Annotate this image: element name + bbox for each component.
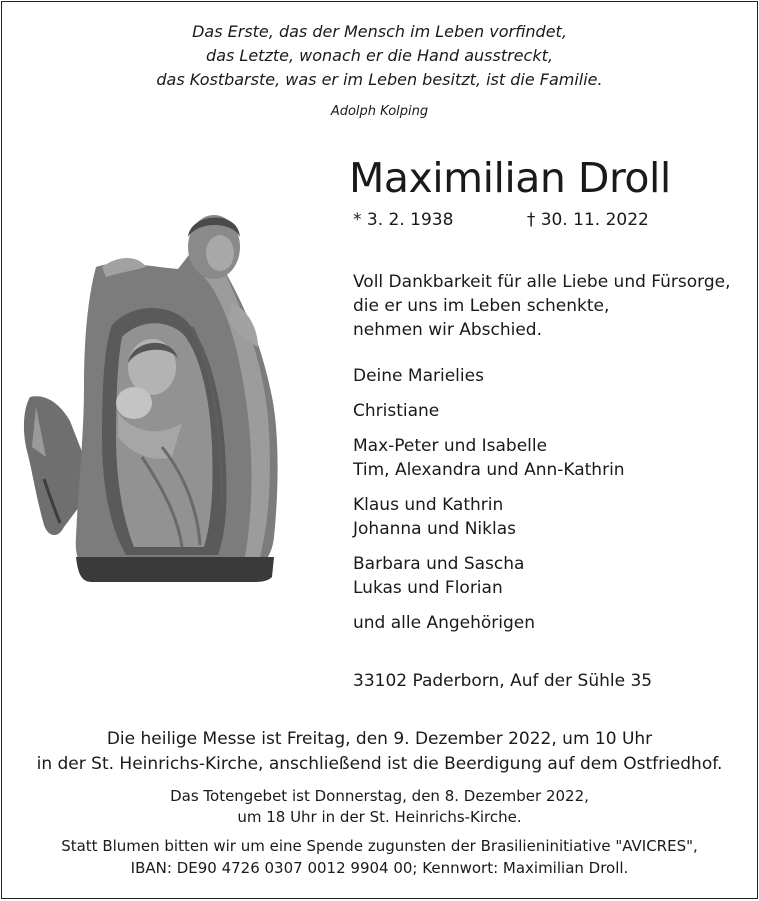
family-member: Deine Marielies <box>353 366 484 386</box>
donation-info <box>2 835 757 879</box>
thanks-line: nehmen wir Abschied. <box>353 320 543 340</box>
family-group <box>353 364 625 388</box>
address: 33102 Paderborn, Auf der Sühle 35 <box>353 671 653 691</box>
family-member: Johanna und Niklas <box>353 519 517 539</box>
mass-line: Die heilige Messe ist Freitag, den 9. Dezember 2022, um 10 Uhr <box>106 729 653 749</box>
family-member: Tim, Alexandra und Ann-Kathrin <box>353 460 625 480</box>
holy-family-sculpture-image <box>22 207 279 582</box>
mass-line: in der St. Heinrichs-Kirche, anschließend ist die Beerdigung auf dem Ostfriedhof. <box>36 754 723 774</box>
donation-line: Statt Blumen bitten wir um eine Spende zugunsten der Brasilieninitiative "AVICRES", <box>61 837 698 855</box>
prayer-info <box>2 786 757 828</box>
mass-info <box>2 727 757 777</box>
family-member: Christiane <box>353 401 440 421</box>
deceased-name: Maximilian Droll <box>349 154 671 202</box>
quote-line: das Letzte, wonach er die Hand ausstreckt, <box>206 46 553 65</box>
life-dates <box>353 210 649 230</box>
thanks-line: Voll Dankbarkeit für alle Liebe und Fürsorge, <box>353 272 731 292</box>
birth-date: * 3. 2. 1938 <box>353 210 454 230</box>
family-member: Lukas und Florian <box>353 578 503 598</box>
quote-line: Das Erste, das der Mensch im Leben vorfindet, <box>192 22 567 41</box>
family-member: Klaus und Kathrin <box>353 495 504 515</box>
donation-line: IBAN: DE90 4726 0307 0012 9904 00; Kennwort: Maximilian Droll. <box>130 859 629 877</box>
thanks-text <box>353 270 731 342</box>
family-member: Barbara und Sascha <box>353 554 525 574</box>
prayer-line: um 18 Uhr in der St. Heinrichs-Kirche. <box>237 808 522 826</box>
relatives-text: und alle Angehörigen <box>353 613 536 633</box>
quote-line: das Kostbarste, was er im Leben besitzt, ist die Familie. <box>156 70 603 89</box>
thanks-line: die er uns im Leben schenkte, <box>353 296 610 316</box>
family-group <box>353 434 625 482</box>
prayer-line: Das Totengebet ist Donnerstag, den 8. Dezember 2022, <box>170 787 589 805</box>
family-group <box>353 552 625 600</box>
family-group <box>353 493 625 541</box>
quote-block <box>2 20 757 124</box>
family-member: Max-Peter und Isabelle <box>353 436 548 456</box>
death-date: † 30. 11. 2022 <box>526 210 649 230</box>
obituary-notice <box>1 1 758 899</box>
family-group <box>353 399 625 423</box>
quote-author: Adolph Kolping <box>330 104 429 119</box>
family-list <box>353 364 625 611</box>
